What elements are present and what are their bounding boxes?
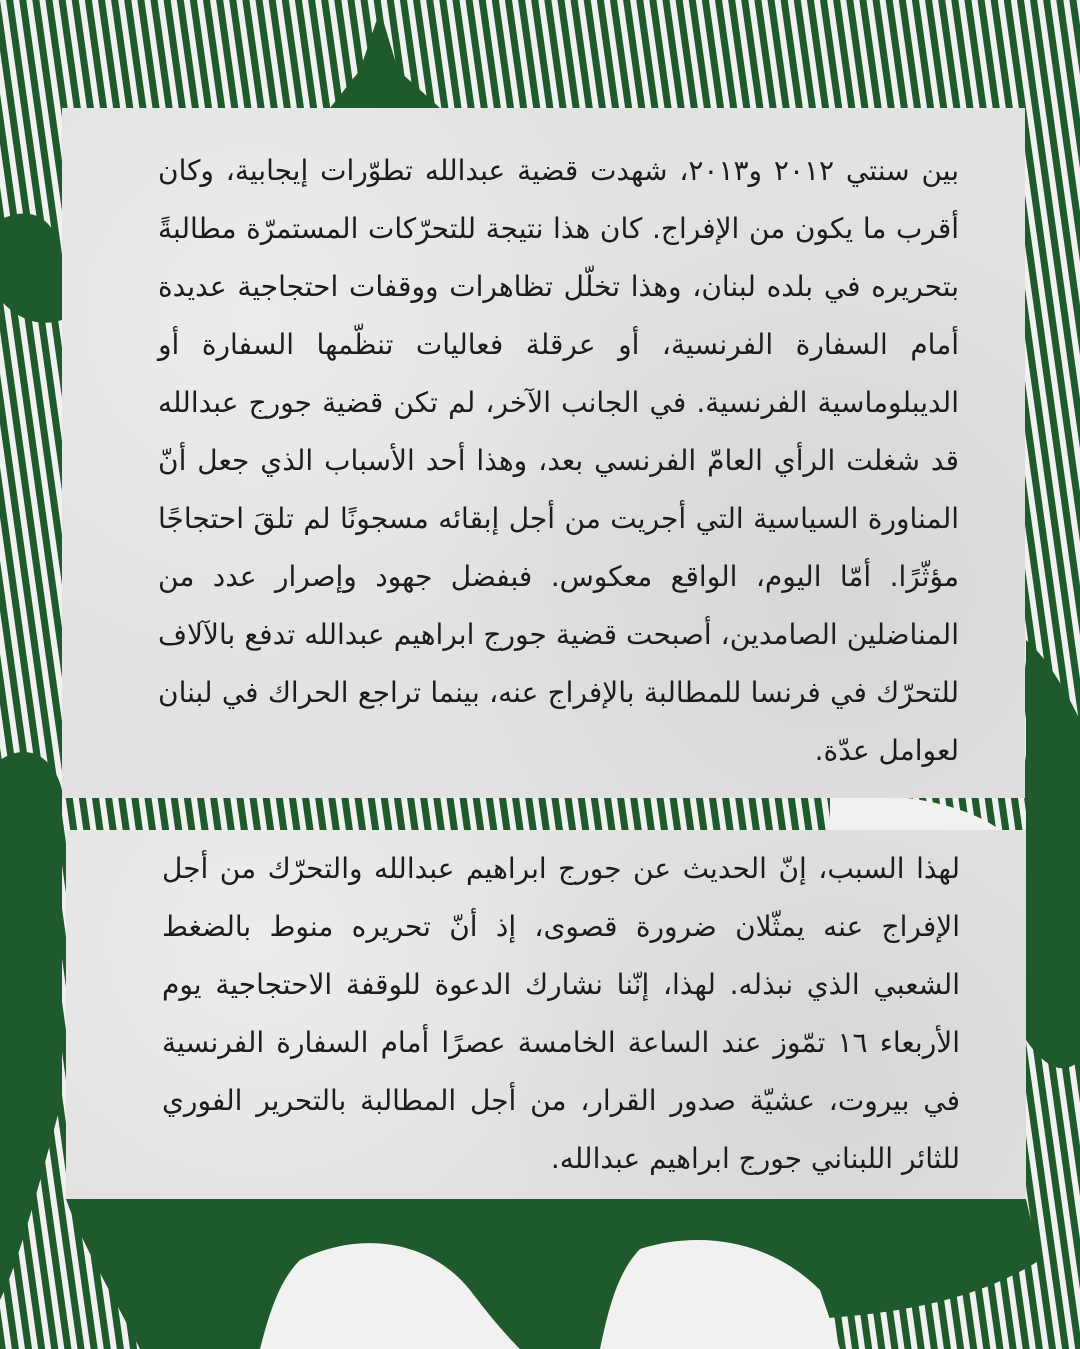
green-silhouette-left (0, 214, 62, 323)
paragraph-2: لهذا السبب، إنّ الحديث عن جورج ابراهيم عبدالله والتحرّك من أجل الإفراج عنه يمثّلان ضرورة قصوى، إذ أنّ تحريره منوط بالضغط الشعبي الذي نبذله. لهذا، إنّنا نشارك الدعوة للوقفة الاحتجاجية يوم الأربعاء ١٦ تمّوز عند الساعة الخامسة عصرًا أمام السفارة الفرنسية في بيروت، عشيّة صدور القرار، من أجل المطالبة بالتحرير الفوري للثائر اللبناني جورج ابراهيم عبدالله. (162, 852, 960, 1175)
text-card-top (62, 108, 1025, 798)
green-silhouette-right (1026, 640, 1080, 1068)
paragraph-1: بين سنتي ٢٠١٢ و٢٠١٣، شهدت قضية عبدالله تطوّرات إيجابية، وكان أقرب ما يكون من الإفراج. كان هذا نتيجة للتحرّكات المستمرّة مطالبةً بتحريره في بلده لبنان، وهذا تخلّل تظاهرات ووقفات احتجاجية عديدة أمام السفارة الفرنسية، أو عرقلة فعاليات تنظّمها السفارة أو الديبلوماسية الفرنسية. في الجانب الآخر، لم تكن قضية جورج عبدالله قد شغلت الرأي العامّ الفرنسي بعد، وهذا أحد الأسباب الذي جعل أنّ المناورة السياسية التي أجريت من أجل إبقائه مسجونًا لم تلقَ احتجاجًا مؤثّرًا. أمّا اليوم، الواقع معكوس. فبفضل جهود وإصرار عدد من المناضلين الصامدين، أصبحت قضية جورج ابراهيم عبدالله تدفع بالآلاف للتحرّك في فرنسا للمطالبة بالإفراج عنه، بينما تراجع الحراك في لبنان لعوامل عدّة. (158, 154, 959, 767)
text-card-bottom (66, 830, 1026, 1199)
